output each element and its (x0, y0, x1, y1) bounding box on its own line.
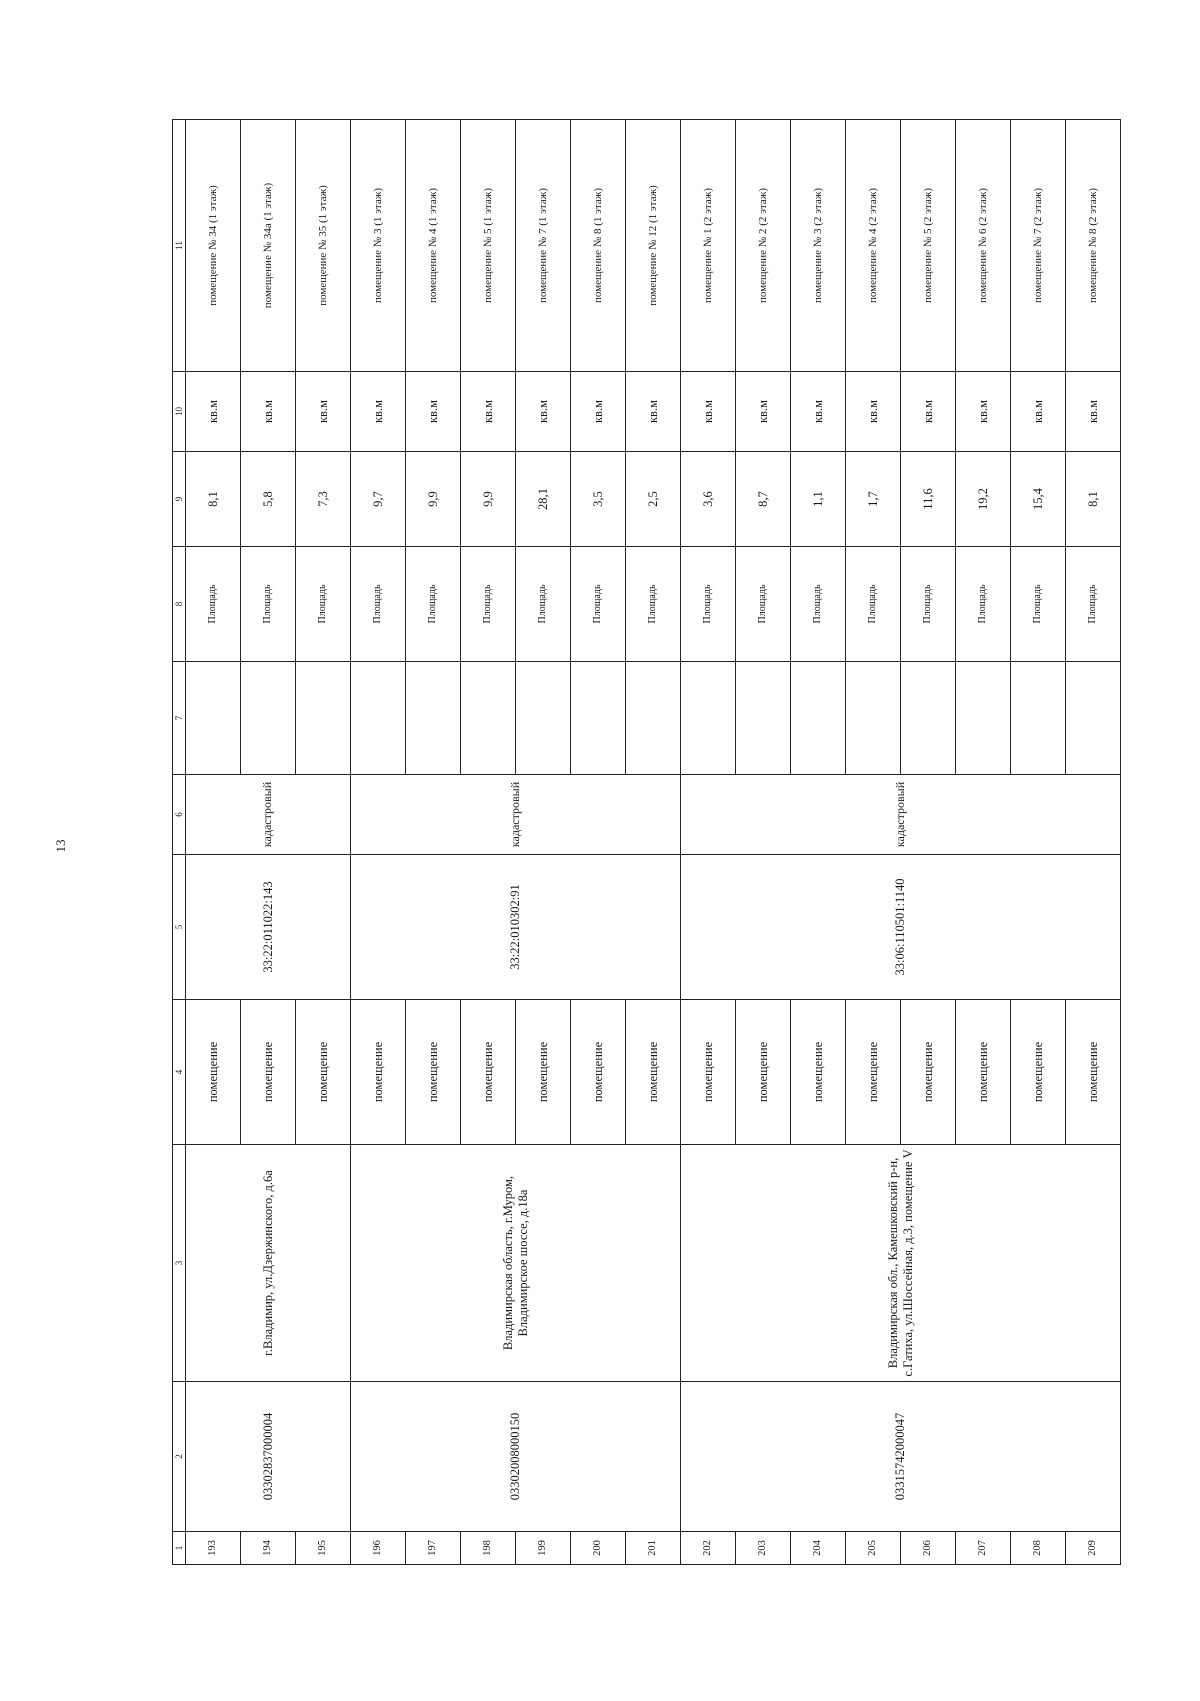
unit: кв.м (736, 372, 791, 452)
object-type: помещение (406, 1000, 461, 1145)
column-number: 10 (173, 372, 186, 452)
room-description: помещение № 7 (1 этаж) (516, 120, 571, 372)
empty-cell (516, 662, 571, 775)
area-value: 3,5 (571, 452, 626, 547)
object-type: помещение (956, 1000, 1011, 1145)
room-description: помещение № 4 (1 этаж) (406, 120, 461, 372)
address: Владимирская область, г.Муром, Владимирское шоссе, д.18а (351, 1145, 681, 1382)
unit: кв.м (516, 372, 571, 452)
row-number: 197 (406, 1532, 461, 1565)
area-value: 1,1 (791, 452, 846, 547)
object-type: помещение (351, 1000, 406, 1145)
room-description: помещение № 5 (1 этаж) (461, 120, 516, 372)
area-value: 9,9 (461, 452, 516, 547)
unit: кв.м (296, 372, 351, 452)
room-description: помещение № 34а (1 этаж) (241, 120, 296, 372)
row-number: 200 (571, 1532, 626, 1565)
measure-name: Площадь (956, 547, 1011, 662)
row-number: 204 (791, 1532, 846, 1565)
empty-cell (461, 662, 516, 775)
measure-name: Площадь (736, 547, 791, 662)
cadastral-number: 33:22:011022:143 (186, 855, 351, 1000)
measure-name: Площадь (681, 547, 736, 662)
unit: кв.м (1066, 372, 1121, 452)
empty-cell (351, 662, 406, 775)
area-value: 5,8 (241, 452, 296, 547)
row-number: 194 (241, 1532, 296, 1565)
measure-name: Площадь (461, 547, 516, 662)
room-description: помещение № 34 (1 этаж) (186, 120, 241, 372)
unique-code: 03302008000150 (351, 1382, 681, 1532)
address: Владимирская обл., Камешковский р-н, с.Гатиха, ул.Шоссейная, д.3, помещение V (681, 1145, 1121, 1382)
measure-name: Площадь (296, 547, 351, 662)
cadastral-type: кадастровый (186, 775, 351, 855)
area-value: 19,2 (956, 452, 1011, 547)
column-number: 4 (173, 1000, 186, 1145)
area-value: 15,4 (1011, 452, 1066, 547)
row-number: 205 (846, 1532, 901, 1565)
object-type: помещение (571, 1000, 626, 1145)
measure-name: Площадь (1066, 547, 1121, 662)
object-type: помещение (901, 1000, 956, 1145)
rotated-table-wrapper (172, 119, 1121, 1565)
address: г.Владимир, ул.Дзержинского, д.6а (186, 1145, 351, 1382)
empty-cell (241, 662, 296, 775)
area-value: 7,3 (296, 452, 351, 547)
empty-cell (1066, 662, 1121, 775)
column-number: 9 (173, 452, 186, 547)
row-number: 208 (1011, 1532, 1066, 1565)
area-value: 8,1 (186, 452, 241, 547)
area-value: 8,7 (736, 452, 791, 547)
empty-cell (186, 662, 241, 775)
column-number: 2 (173, 1382, 186, 1532)
room-description: помещение № 3 (2 этаж) (791, 120, 846, 372)
room-description: помещение № 2 (2 этаж) (736, 120, 791, 372)
area-value: 28,1 (516, 452, 571, 547)
row-number: 193 (186, 1532, 241, 1565)
measure-name: Площадь (846, 547, 901, 662)
unique-code: 03302837000004 (186, 1382, 351, 1532)
unit: кв.м (186, 372, 241, 452)
measure-name: Площадь (626, 547, 681, 662)
empty-cell (681, 662, 736, 775)
column-number: 5 (173, 855, 186, 1000)
object-type: помещение (736, 1000, 791, 1145)
unit: кв.м (241, 372, 296, 452)
area-value: 9,7 (351, 452, 406, 547)
room-description: помещение № 7 (2 этаж) (1011, 120, 1066, 372)
cadastral-number: 33:22:010302:91 (351, 855, 681, 1000)
empty-cell (571, 662, 626, 775)
object-type: помещение (241, 1000, 296, 1145)
area-value: 8,1 (1066, 452, 1121, 547)
unit: кв.м (626, 372, 681, 452)
object-type: помещение (1011, 1000, 1066, 1145)
row-number: 202 (681, 1532, 736, 1565)
area-value: 1,7 (846, 452, 901, 547)
object-type: помещение (626, 1000, 681, 1145)
room-description: помещение № 8 (1 этаж) (571, 120, 626, 372)
table-row (681, 120, 736, 1565)
column-number: 3 (173, 1145, 186, 1382)
empty-cell (846, 662, 901, 775)
room-description: помещение № 4 (2 этаж) (846, 120, 901, 372)
empty-cell (956, 662, 1011, 775)
empty-cell (791, 662, 846, 775)
row-number: 198 (461, 1532, 516, 1565)
column-number: 8 (173, 547, 186, 662)
unit: кв.м (351, 372, 406, 452)
object-type: помещение (846, 1000, 901, 1145)
unit: кв.м (681, 372, 736, 452)
room-description: помещение № 5 (2 этаж) (901, 120, 956, 372)
object-type: помещение (681, 1000, 736, 1145)
object-type: помещение (791, 1000, 846, 1145)
column-number: 6 (173, 775, 186, 855)
unique-code: 03315742000047 (681, 1382, 1121, 1532)
unit: кв.м (461, 372, 516, 452)
row-number: 201 (626, 1532, 681, 1565)
measure-name: Площадь (901, 547, 956, 662)
row-number: 196 (351, 1532, 406, 1565)
object-type: помещение (516, 1000, 571, 1145)
object-type: помещение (461, 1000, 516, 1145)
room-description: помещение № 35 (1 этаж) (296, 120, 351, 372)
unit: кв.м (406, 372, 461, 452)
empty-cell (901, 662, 956, 775)
room-description: помещение № 12 (1 этаж) (626, 120, 681, 372)
registry-table (172, 119, 1121, 1565)
empty-cell (626, 662, 681, 775)
room-description: помещение № 3 (1 этаж) (351, 120, 406, 372)
row-number: 195 (296, 1532, 351, 1565)
measure-name: Площадь (571, 547, 626, 662)
unit: кв.м (846, 372, 901, 452)
room-description: помещение № 8 (2 этаж) (1066, 120, 1121, 372)
unit: кв.м (571, 372, 626, 452)
measure-name: Площадь (791, 547, 846, 662)
cadastral-number: 33:06:110501:1140 (681, 855, 1121, 1000)
area-value: 11,6 (901, 452, 956, 547)
table-row (186, 120, 241, 1565)
area-value: 2,5 (626, 452, 681, 547)
column-number: 7 (173, 662, 186, 775)
cadastral-type: кадастровый (681, 775, 1121, 855)
row-number: 203 (736, 1532, 791, 1565)
table-row (351, 120, 406, 1565)
unit: кв.м (901, 372, 956, 452)
column-number: 11 (173, 120, 186, 372)
row-number: 209 (1066, 1532, 1121, 1565)
object-type: помещение (296, 1000, 351, 1145)
measure-name: Площадь (351, 547, 406, 662)
row-number: 199 (516, 1532, 571, 1565)
unit: кв.м (956, 372, 1011, 452)
unit: кв.м (791, 372, 846, 452)
room-description: помещение № 1 (2 этаж) (681, 120, 736, 372)
row-number: 206 (901, 1532, 956, 1565)
measure-name: Площадь (516, 547, 571, 662)
area-value: 3,6 (681, 452, 736, 547)
measure-name: Площадь (241, 547, 296, 662)
column-number: 1 (173, 1532, 186, 1565)
object-type: помещение (186, 1000, 241, 1145)
room-description: помещение № 6 (2 этаж) (956, 120, 1011, 372)
measure-name: Площадь (406, 547, 461, 662)
cadastral-type: кадастровый (351, 775, 681, 855)
row-number: 207 (956, 1532, 1011, 1565)
column-number-row (173, 120, 186, 1565)
empty-cell (736, 662, 791, 775)
object-type: помещение (1066, 1000, 1121, 1145)
measure-name: Площадь (186, 547, 241, 662)
empty-cell (1011, 662, 1066, 775)
empty-cell (296, 662, 351, 775)
measure-name: Площадь (1011, 547, 1066, 662)
unit: кв.м (1011, 372, 1066, 452)
area-value: 9,9 (406, 452, 461, 547)
empty-cell (406, 662, 461, 775)
page-number: 13 (53, 839, 68, 853)
